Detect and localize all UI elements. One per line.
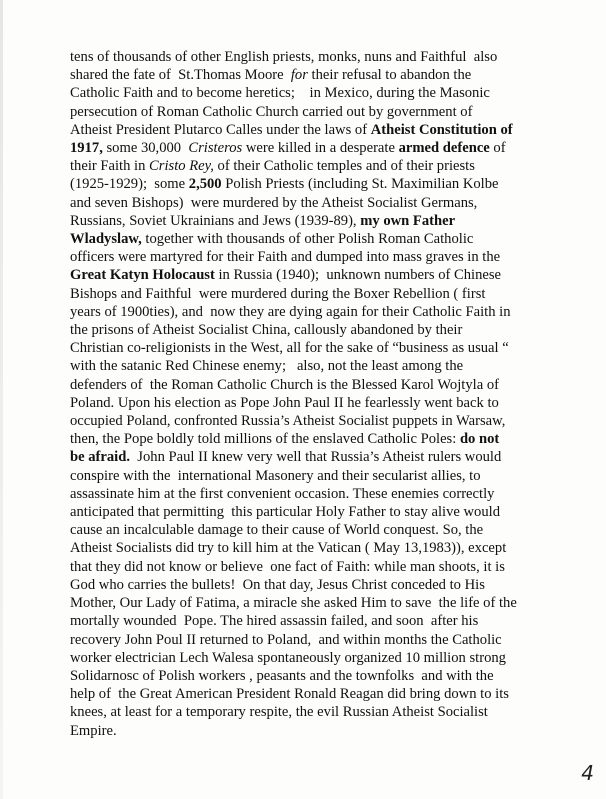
text-segment: some 30,000 [102, 140, 189, 157]
text-segment: officers were martyred for their Faith and dumped into mass graves in the [70, 249, 501, 266]
scan-edge [0, 0, 3, 799]
text-line [70, 212, 550, 230]
text-line [70, 412, 550, 430]
text-line [70, 539, 550, 557]
text-segment: help of the Great American President Ronald Reagan did bring down to its [70, 686, 509, 703]
text-segment: and seven Bishops) were murdered by the Atheist Socialist Germans, [70, 194, 478, 211]
text-segment: conspire with the international Masonery and their secularist allies, to [70, 467, 481, 484]
bold-text: Wladyslaw, [70, 231, 142, 248]
bold-text: 2,500 [188, 176, 222, 193]
text-line [70, 649, 550, 667]
text-segment: of their Catholic temples and of their priests [213, 158, 475, 175]
italic-text: for [290, 67, 308, 84]
text-segment: their Faith in [70, 158, 150, 175]
text-segment: mortally wounded Pope. The hired assassin failed, and soon after his [70, 613, 479, 630]
text-segment: persecution of Roman Catholic Church carried out by government of [70, 103, 473, 120]
text-segment: cause an incalculable damage to their cause of World conquest. So, the [70, 522, 484, 539]
text-segment: the prisons of Atheist Socialist China, callously abandoned by their [70, 322, 463, 339]
text-line [70, 230, 550, 248]
bold-text: Great Katyn Holocaust [70, 267, 215, 284]
text-line [70, 612, 550, 630]
text-segment: years of 1900ties), and now they are dying again for their Catholic Faith in [70, 303, 511, 320]
text-segment: shared the fate of St.Thomas Moore [70, 67, 291, 84]
text-line [70, 321, 550, 339]
text-segment: Catholic Faith and to become heretics; in Mexico, during the Masonic [70, 85, 490, 102]
text-line [70, 194, 550, 212]
text-segment: Mother, Our Lady of Fatima, a miracle she asked Him to save the life of the [70, 595, 517, 612]
text-line [70, 503, 550, 521]
text-line [70, 448, 550, 466]
text-segment: Russians, Soviet Ukrainians and Jews (1939-89), [70, 212, 361, 229]
text-segment: Solidarnosc of Polish workers , peasants and the townfolks and with the [70, 667, 494, 684]
text-segment: then, the Pope boldly told millions of the enslaved Catholic Poles: [70, 431, 460, 448]
text-line [70, 248, 550, 266]
text-segment: Atheist Socialists did try to kill him at the Vatican ( May 13,1983)), except [70, 540, 507, 557]
text-line [70, 703, 550, 721]
text-segment: Empire. [70, 722, 117, 739]
text-line [70, 175, 550, 193]
page-number: 4 [581, 761, 594, 785]
text-segment: with the satanic Red Chinese enemy; also, not the least among the [70, 358, 464, 375]
body-text [70, 48, 550, 740]
text-segment: that they did not know or believe one fact of Faith: while man shoots, it is [70, 558, 505, 575]
italic-text: Cristeros [188, 140, 243, 157]
bold-text: be afraid. [70, 449, 130, 466]
text-segment: John Paul II knew very well that Russia’s Atheist rulers would [130, 449, 502, 466]
text-segment: knees, at least for a temporary respite, the evil Russian Atheist Socialist [70, 704, 488, 721]
text-line [70, 84, 550, 102]
text-segment: Poland. Upon his election as Pope John Paul II he fearlessly went back to [70, 394, 499, 411]
text-line [70, 357, 550, 375]
bold-text: Atheist Constitution of [370, 121, 513, 138]
text-segment: occupied Poland, confronted Russia’s Atheist Socialist puppets in Warsaw, [70, 413, 506, 430]
text-line [70, 285, 550, 303]
text-line [70, 121, 550, 139]
text-segment: defenders of the Roman Catholic Church is the Blessed Karol Wojtyla of [70, 376, 499, 393]
bold-text: my own Father [360, 212, 456, 229]
text-segment: in Russia (1940); unknown numbers of Chinese [214, 267, 502, 284]
text-segment: anticipated that permitting this particular Holy Father to stay alive would [70, 504, 501, 521]
text-line [70, 558, 550, 576]
text-segment: Polish Priests (including St. Maximilian Kolbe [221, 176, 499, 193]
text-segment: worker electrician Lech Walesa spontaneously organized 10 million strong [70, 649, 506, 666]
text-line [70, 139, 550, 157]
text-segment: together with thousands of other Polish Roman Catholic [141, 231, 474, 248]
text-segment: tens of thousands of other English priests, monks, nuns and Faithful also [70, 49, 498, 65]
text-line [70, 376, 550, 394]
text-segment: of [489, 140, 506, 157]
text-line [70, 394, 550, 412]
text-line [70, 467, 550, 485]
text-line [70, 521, 550, 539]
bold-text: armed defence [398, 140, 490, 157]
text-segment: Bishops and Faithful were murdered during the Boxer Rebellion ( first [70, 285, 486, 302]
text-line [70, 66, 550, 84]
text-line [70, 339, 550, 357]
text-segment: (1925-1929); some [70, 176, 189, 193]
text-segment: were killed in a desperate [242, 140, 399, 157]
text-segment: Atheist President Plutarco Calles under the laws of [70, 121, 371, 138]
text-line [70, 48, 550, 66]
text-segment: Christian co-religionists in the West, all for the sake of “business as usual “ [70, 340, 509, 357]
text-line [70, 631, 550, 649]
text-line [70, 157, 550, 175]
text-line [70, 103, 550, 121]
bold-text: do not [459, 431, 500, 448]
text-line [70, 303, 550, 321]
text-line [70, 722, 550, 740]
text-segment: assassinate him at the first convenient occasion. These enemies correctly [70, 485, 495, 502]
text-line [70, 485, 550, 503]
text-line [70, 594, 550, 612]
text-line [70, 266, 550, 284]
text-segment: their refusal to abandon the [307, 67, 472, 84]
text-line [70, 576, 550, 594]
text-line [70, 430, 550, 448]
text-segment: God who carries the bullets! On that day, Jesus Christ conceded to His [70, 576, 485, 593]
bold-text: 1917, [70, 140, 103, 157]
text-segment: recovery John Poul II returned to Poland, and within months the Catholic [70, 631, 502, 648]
italic-text: Cristo Rey, [149, 158, 214, 175]
text-line [70, 667, 550, 685]
text-line [70, 685, 550, 703]
